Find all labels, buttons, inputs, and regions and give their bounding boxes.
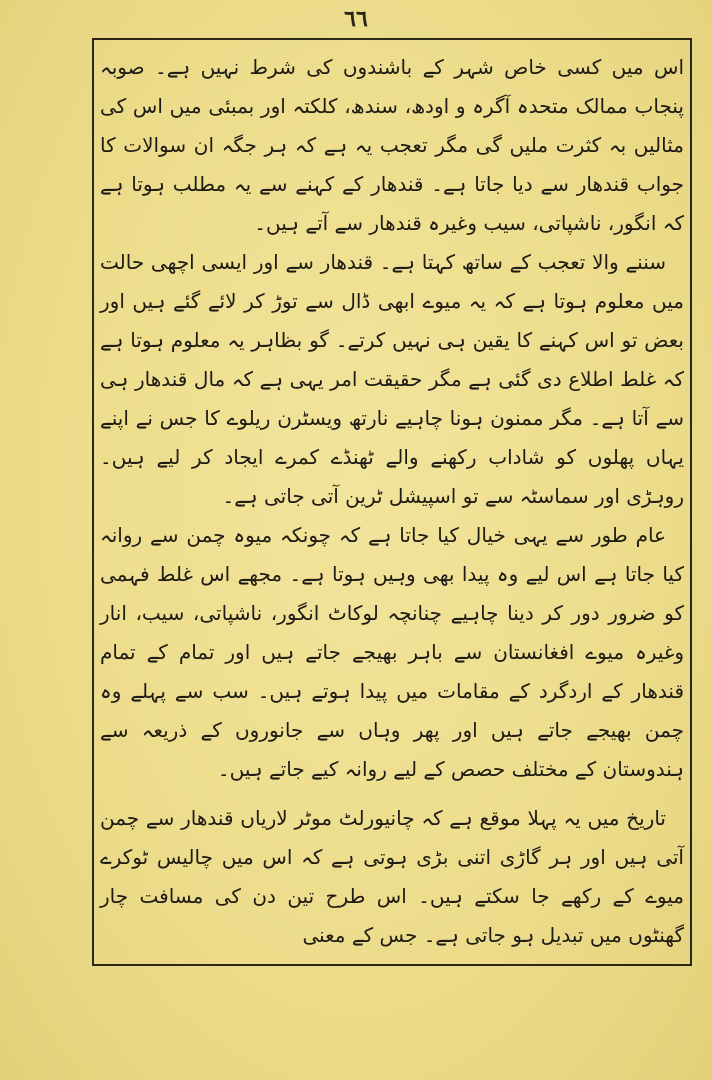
paragraph-4: تاریخ میں یہ پہلا موقع ہے کہ چانیورلٹ موٹر لاریاں قندھار سے چمن آتی ہیں اور ہر گاڑی اتنی بڑی ہوتی ہے کہ اس میں چالیس ٹوکرے میوے کے رکھے جا سکتے ہیں۔ اس طرح تین دن کی مسافت چار گھنٹوں میں تبدیل ہو جاتی ہے۔ جس کے معنی: [100, 806, 684, 947]
page-text-block: [100, 48, 684, 956]
paragraph-3: عام طور سے یہی خیال کیا جاتا ہے کہ چونکہ میوہ چمن سے روانہ کیا جاتا ہے اس لیے وہ پیدا بھی وہیں ہوتا ہے۔ مجھے اس غلط فہمی کو ضرور دور کر دینا چاہیے چنانچہ لوکاٹ انگور، ناشپاتی، سیب، انار وغیرہ میوے افغانستان سے باہر بھیجے جاتے ہیں اور تمام کے تمام قندھار کے اردگرد کے مقامات میں پیدا ہوتے ہیں۔ سب سے پہلے وہ چمن بھیجے جاتے ہیں اور پھر وہاں سے جانوروں کے ذریعہ سے ہندوستان کے مختلف حصص کے لیے روانہ کیے جاتے ہیں۔: [100, 523, 684, 781]
page-number: ٦٦: [344, 6, 368, 32]
paragraph-2: سننے والا تعجب کے ساتھ کہتا ہے۔ قندھار سے اور ایسی اچھی حالت میں معلوم ہوتا ہے کہ یہ میوے ابھی ڈال سے توڑ کر لائے گئے ہیں اور بعض تو اس کہنے کا یقین ہی نہیں کرتے۔ گو بظاہر یہ معلوم ہوتا ہے کہ غلط اطلاع دی گئی ہے مگر حقیقت امر یہی ہے کہ مال قندھار ہی سے آتا ہے۔ مگر ممنون ہونا چاہیے نارتھ ویسٹرن ریلوے کا جس نے اپنے یہاں پھلوں کو شاداب رکھنے والے ٹھنڈے کمرے ایجاد کر لیے ہیں۔ روہڑی اور سماسٹہ سے تو اسپیشل ٹرین آتی جاتی ہے۔: [100, 250, 684, 508]
paragraph-1: اس میں کسی خاص شہر کے باشندوں کی شرط نہیں ہے۔ صوبہ پنجاب ممالک متحدہ آگرہ و اودھ، سندھ، کلکتہ اور بمبئی میں اس کی مثالیں بہ کثرت ملیں گی مگر تعجب یہ ہے کہ ہر جگہ ان سوالات کا جواب قندھار سے دیا جاتا ہے۔ قندھار کے کہنے سے یہ مطلب ہوتا ہے کہ انگور، ناشپاتی، سیب وغیرہ قندھار سے آتے ہیں۔: [100, 55, 684, 235]
